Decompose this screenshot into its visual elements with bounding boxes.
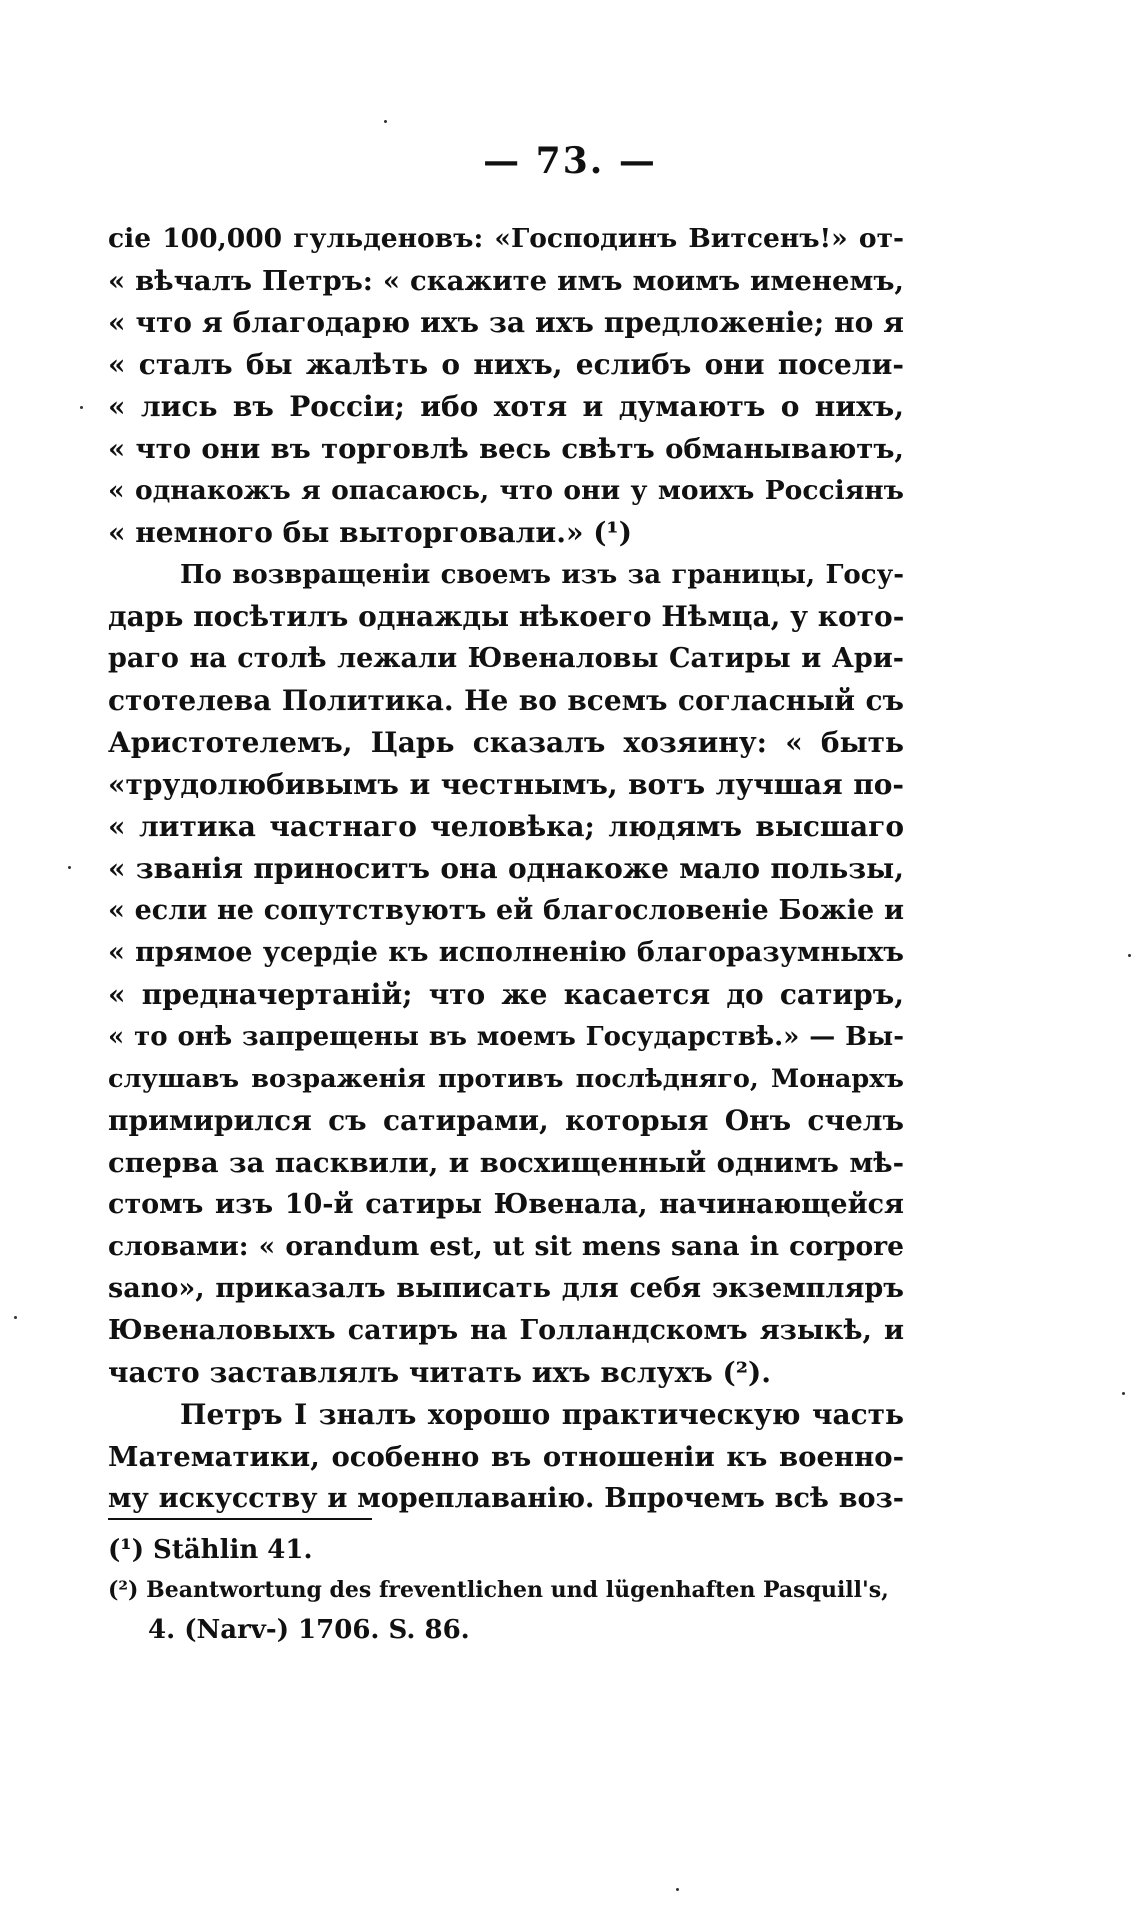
text-line: « литика частнаго человѣка; людямъ высшаго xyxy=(108,810,904,843)
text-line: sano», приказалъ выписать для себя экземпляръ xyxy=(108,1273,904,1304)
text-line: Ювеналовыхъ сатиръ на Голландскомъ языкѣ, и xyxy=(108,1315,904,1346)
text-line: часто заставлялъ читать ихъ вслухъ (²). xyxy=(108,1356,772,1389)
body-text xyxy=(108,218,904,1520)
footnotes xyxy=(108,1530,904,1650)
scan-speck xyxy=(68,866,71,869)
footnote: (²) Beantwortung des freventlichen und lügenhaften Pasquill's, xyxy=(108,1577,889,1603)
footnote-rule xyxy=(108,1518,372,1520)
text-line: По возвращеніи своемъ изъ за границы, Госу- xyxy=(180,560,904,590)
text-line: Математики, особенно въ отношеніи къ военно- xyxy=(108,1441,904,1473)
text-line: « прямое усердіе къ исполненію благоразумныхъ xyxy=(108,937,904,968)
text-line: словами: « orandum est, ut sit mens sana in corpore xyxy=(108,1231,904,1262)
text-line: « что они въ торговлѣ весь свѣтъ обманываютъ, xyxy=(108,433,904,465)
text-line: «трудолюбивымъ и честнымъ, вотъ лучшая по- xyxy=(108,768,904,801)
text-line: Петръ I зналъ хорошо практическую часть xyxy=(180,1398,904,1431)
text-line: « предначертаній; что же касается до сатиръ, xyxy=(108,978,904,1011)
text-line: « сталъ бы жалѣть о нихъ, еслибъ они посели- xyxy=(108,348,904,381)
text-line: му искусству и мореплаванію. Впрочемъ всѣ воз- xyxy=(108,1483,904,1514)
scan-speck xyxy=(1128,954,1131,957)
scan-speck xyxy=(14,1316,17,1319)
text-line: слушавъ возраженія противъ послѣдняго, Монархъ xyxy=(108,1064,904,1094)
text-line: стотелева Политика. Не во всемъ согласный съ xyxy=(108,684,904,717)
text-line: сперва за пасквили, и восхищенный однимъ мѣ- xyxy=(108,1147,904,1179)
text-line: сіе 100,000 гульденовъ: «Господинъ Витсенъ!» от- xyxy=(108,223,904,254)
footnote: (¹) Stählin 41. xyxy=(108,1535,313,1565)
page-number: — 73. — xyxy=(483,140,657,182)
scan-speck xyxy=(80,406,83,409)
footnote: 4. (Narv-) 1706. S. 86. xyxy=(148,1615,470,1645)
text-line: Аристотелемъ, Царь сказалъ хозяину: « быть xyxy=(108,726,904,759)
text-line: « то онѣ запрещены въ моемъ Государствѣ.» — Вы- xyxy=(108,1022,904,1052)
text-line: « вѣчалъ Петръ: « скажите имъ моимъ именемъ, xyxy=(108,265,904,297)
text-line: « что я благодарю ихъ за ихъ предложеніе; но я xyxy=(108,306,904,339)
scan-speck xyxy=(1122,1392,1125,1395)
text-line: стомъ изъ 10-й сатиры Ювенала, начинающейся xyxy=(108,1189,904,1220)
text-line: примирился съ сатирами, которыя Онъ счелъ xyxy=(108,1104,904,1137)
text-line: дарь посѣтилъ однажды нѣкоего Нѣмца, у кото- xyxy=(108,600,904,633)
text-line: раго на столѣ лежали Ювеналовы Сатиры и Ари- xyxy=(108,643,904,674)
scan-speck xyxy=(676,1888,679,1891)
text-line: « если не сопутствуютъ ей благословеніе Божіе и xyxy=(108,895,904,926)
scan-speck xyxy=(384,120,387,123)
text-line: « лись въ Россіи; ибо хотя и думаютъ о нихъ, xyxy=(108,390,904,423)
text-line: « однакожъ я опасаюсь, что они у моихъ Россіянъ xyxy=(108,475,904,506)
text-line: « немного бы выторговали.» (¹) xyxy=(108,516,632,549)
text-line: « званія приноситъ она однакоже мало пользы, xyxy=(108,852,904,885)
